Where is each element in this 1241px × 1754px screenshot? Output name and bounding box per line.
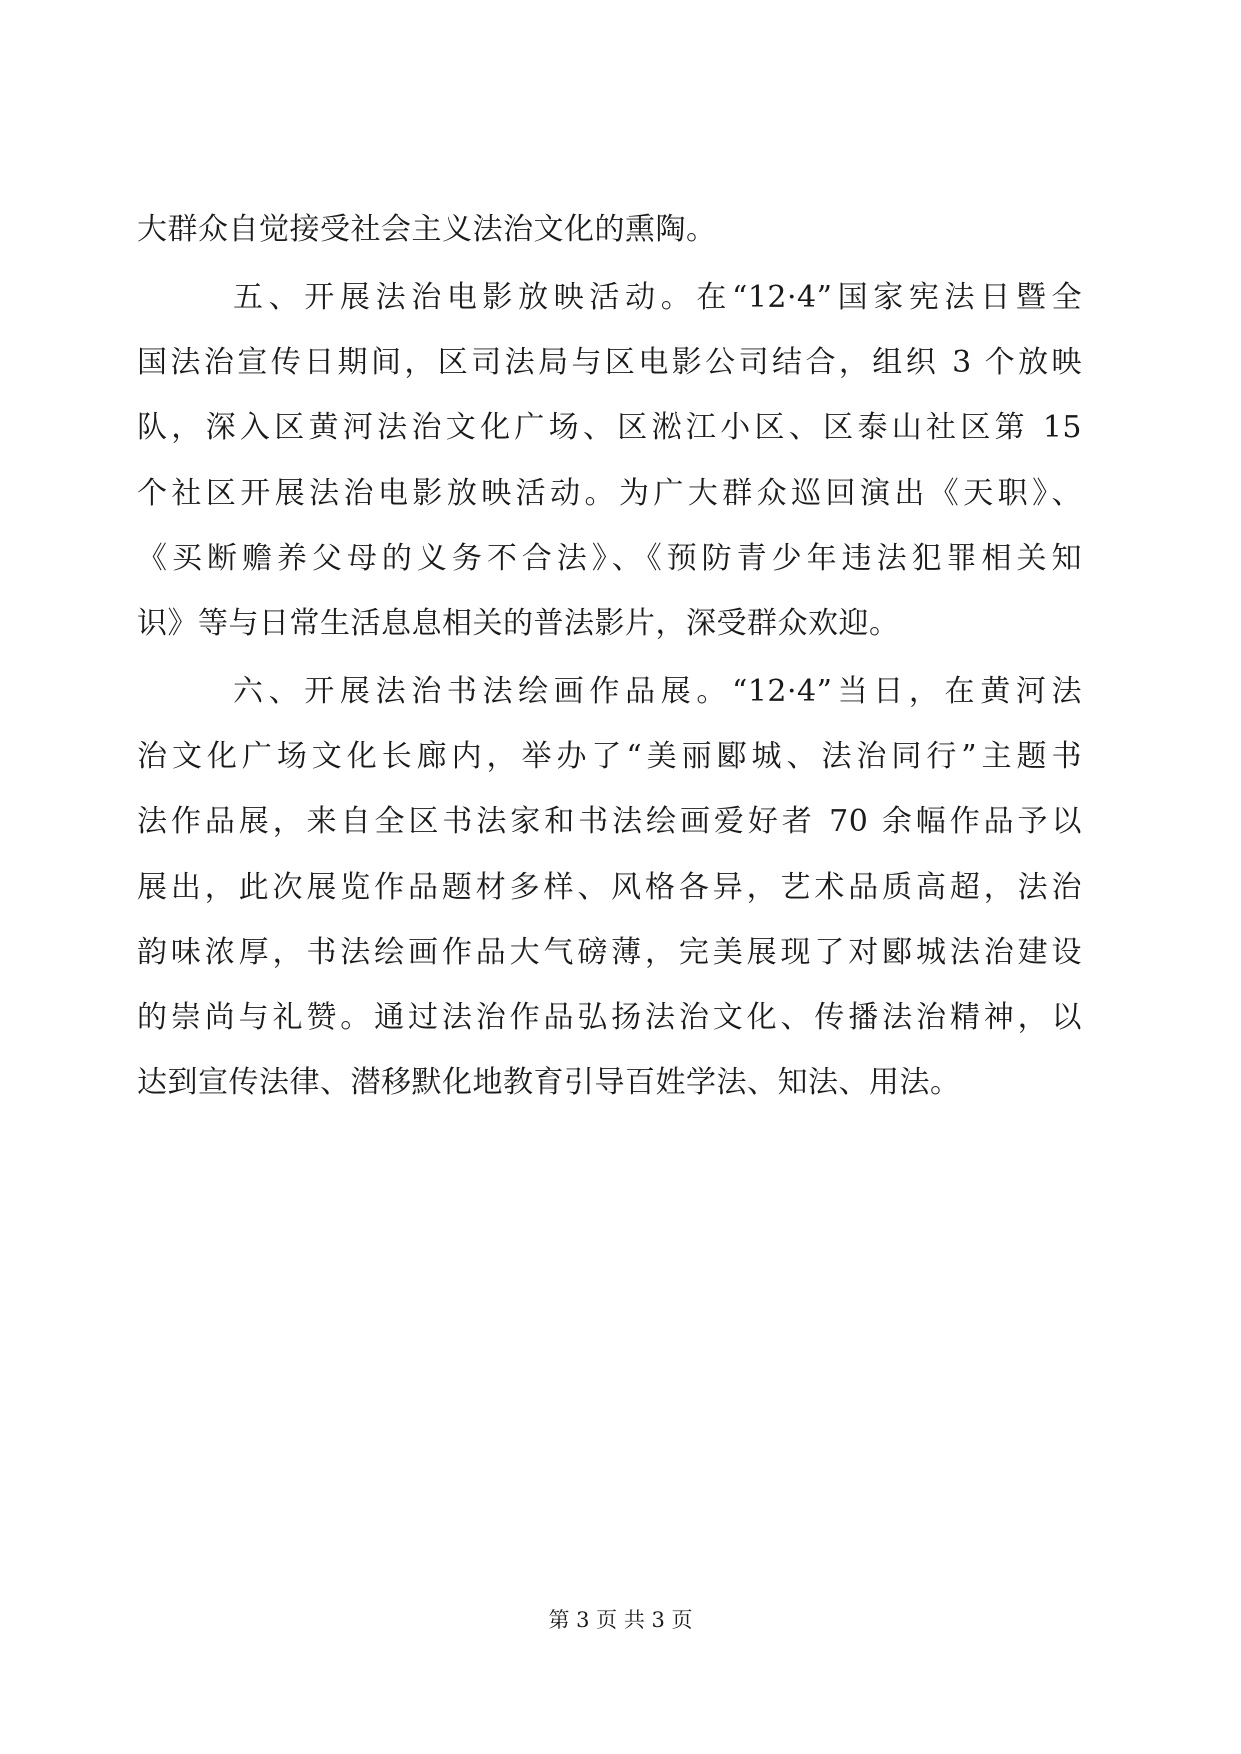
paragraph-line: 法作品展，来自全区书法家和书法绘画爱好者 70 余幅作品予以 bbox=[137, 804, 1082, 839]
paragraph-line: 展出，此次展览作品题材多样、风格各异，艺术品质高超，法治 bbox=[137, 870, 1082, 905]
paragraph-line: 队，深入区黄河法治文化广场、区淞江小区、区泰山社区第 15 bbox=[137, 410, 1082, 445]
page-footer: 第 3 页 共 3 页 bbox=[548, 1608, 693, 1632]
paragraph-line: 治文化广场文化长廊内，举办了“美丽郾城、法治同行”主题书 bbox=[137, 739, 1082, 774]
paragraph-line: 大群众自觉接受社会主义法治文化的熏陶。 bbox=[137, 212, 717, 247]
paragraph-line: 《买断赡养父母的义务不合法》、《预防青少年违法犯罪相关知 bbox=[137, 541, 1082, 576]
paragraph-line: 的崇尚与礼赞。通过法治作品弘扬法治文化、传播法治精神，以 bbox=[137, 1000, 1082, 1035]
paragraph-line: 个社区开展法治电影放映活动。为广大群众巡回演出《天职》、 bbox=[137, 476, 1082, 511]
paragraph-line: 六、开展法治书法绘画作品展。“12·4”当日，在黄河法 bbox=[233, 674, 1082, 709]
paragraph-line: 韵味浓厚，书法绘画作品大气磅薄，完美展现了对郾城法治建设 bbox=[137, 935, 1082, 970]
paragraph-line: 识》等与日常生活息息相关的普法影片，深受群众欢迎。 bbox=[137, 606, 900, 641]
paragraph-line: 五、开展法治电影放映活动。在“12·4”国家宪法日暨全 bbox=[233, 280, 1082, 315]
paragraph-line: 达到宣传法律、潜移默化地教育引导百姓学法、知法、用法。 bbox=[137, 1065, 961, 1100]
paragraph-line: 国法治宣传日期间，区司法局与区电影公司结合，组织 3 个放映 bbox=[137, 345, 1082, 380]
